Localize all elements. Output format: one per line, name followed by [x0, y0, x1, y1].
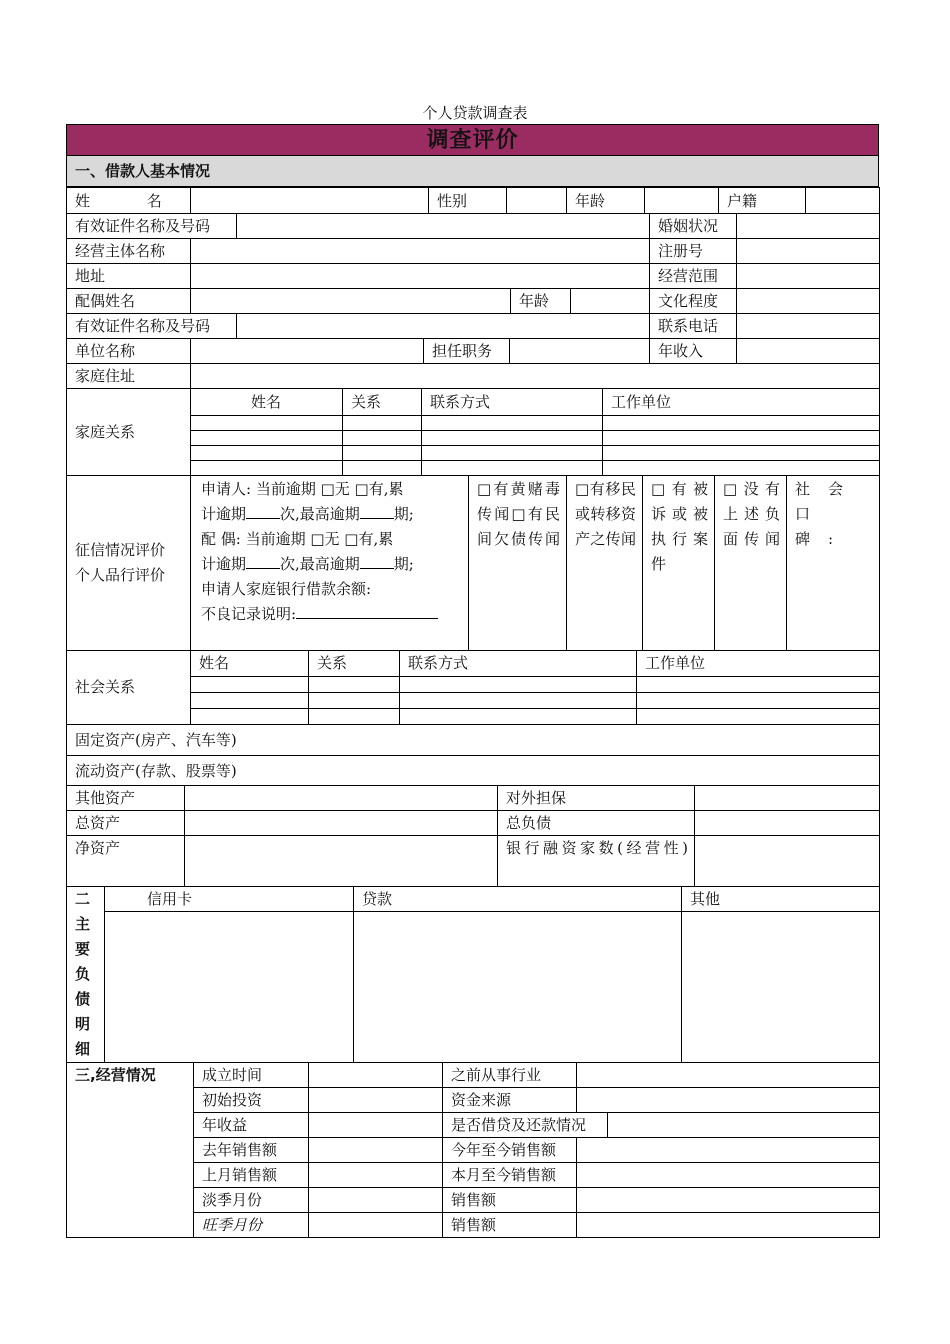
hukou-label: 户籍: [719, 188, 806, 214]
ops-peakseason-sales-label: 销售额: [443, 1213, 577, 1238]
debt-col-creditcard: 信用卡: [105, 887, 354, 912]
social-col-relation: 关系: [309, 651, 400, 677]
table-row[interactable]: [191, 460, 343, 475]
assets-table: [66, 725, 880, 887]
credit-line-2: 计逾期 次,最高逾期 期;: [201, 504, 414, 523]
table-row[interactable]: [191, 415, 343, 430]
rumor-gambling-checkbox[interactable]: □有黄赌毒传闻□有民间欠债传闻: [469, 476, 567, 651]
ops-founded-field[interactable]: [309, 1063, 443, 1088]
debt-col-loan: 贷款: [354, 887, 682, 912]
table-cell[interactable]: [343, 415, 422, 430]
credit-line-1: 申请人: 当前逾期 □无 □有,累: [201, 479, 404, 498]
id2-row: [66, 314, 880, 339]
section3-header: 三,经营情况: [67, 1063, 194, 1238]
table-cell[interactable]: [603, 445, 880, 460]
ops-fund-source-label: 资金来源: [443, 1088, 577, 1113]
id-field[interactable]: [237, 214, 650, 239]
fixed-assets-label: 固定资产(房产、汽车等): [67, 725, 880, 756]
edu-field[interactable]: [737, 289, 880, 314]
table-cell[interactable]: [637, 677, 880, 693]
table-row[interactable]: [191, 430, 343, 445]
operations-table: [66, 1063, 880, 1238]
ops-annual-income-field[interactable]: [309, 1113, 443, 1138]
table-cell[interactable]: [603, 460, 880, 475]
rumor-none-checkbox[interactable]: □没有上述负面传闻: [715, 476, 787, 651]
ops-prev-industry-label: 之前从事行业: [443, 1063, 577, 1088]
ops-prev-industry-field[interactable]: [577, 1063, 880, 1088]
ops-offseason-field[interactable]: [309, 1188, 443, 1213]
bank-count-label: 银行融资家数(经营性): [498, 836, 695, 887]
position-field[interactable]: [510, 339, 650, 364]
table-cell[interactable]: [309, 693, 400, 709]
debt-creditcard-field[interactable]: [105, 912, 354, 1063]
income-field[interactable]: [737, 339, 880, 364]
table-row[interactable]: [191, 445, 343, 460]
table-row[interactable]: [191, 693, 309, 709]
name-label: 姓 名: [67, 188, 191, 214]
guarantee-field[interactable]: [695, 786, 880, 811]
spouse-row: [66, 289, 880, 314]
family-col-name: 姓名: [191, 389, 343, 415]
total-debt-field[interactable]: [695, 811, 880, 836]
net-assets-label: 净资产: [67, 836, 185, 887]
ops-fund-source-field[interactable]: [577, 1088, 880, 1113]
family-col-contact: 联系方式: [422, 389, 603, 415]
info-rows: [66, 214, 880, 239]
ops-lastmonth-sales-label: 上月销售额: [194, 1163, 309, 1188]
position-label: 担任职务: [424, 339, 510, 364]
family-label: 家庭关系: [67, 389, 191, 475]
table-cell[interactable]: [637, 709, 880, 725]
hukou-field[interactable]: [806, 188, 880, 214]
social-col-name: 姓名: [191, 651, 309, 677]
total-assets-label: 总资产: [67, 811, 185, 836]
ops-ytd-sales-label: 今年至今销售额: [443, 1138, 577, 1163]
credit-label-line2: 个人品行评价: [75, 565, 166, 584]
credit-line-6: 不良记录说明:: [201, 602, 468, 627]
phone-label: 联系电话: [650, 314, 737, 339]
social-col-contact: 联系方式: [400, 651, 637, 677]
credit-table: [66, 476, 880, 651]
ops-initial-invest-field[interactable]: [309, 1088, 443, 1113]
document-title: 个人贷款调查表: [422, 104, 528, 122]
table-cell[interactable]: [343, 445, 422, 460]
ops-offseason-sales-label: 销售额: [443, 1188, 577, 1213]
id2-label: 有效证件名称及号码: [67, 314, 237, 339]
reg-field[interactable]: [737, 239, 880, 264]
ops-initial-invest-label: 初始投资: [194, 1088, 309, 1113]
income-label: 年收入: [650, 339, 737, 364]
debt-table: [66, 887, 880, 1063]
spouse-field[interactable]: [191, 289, 511, 314]
credit-details: [191, 476, 469, 651]
ops-mtd-sales-field[interactable]: [577, 1163, 880, 1188]
net-assets-field[interactable]: [185, 836, 498, 887]
debt-other-field[interactable]: [682, 912, 880, 1063]
ops-peakseason-sales-field[interactable]: [577, 1213, 880, 1238]
other-assets-field[interactable]: [185, 786, 498, 811]
phone-field[interactable]: [737, 314, 880, 339]
spouse-label: 配偶姓名: [67, 289, 191, 314]
table-cell[interactable]: [637, 693, 880, 709]
spouse-age-label: 年龄: [511, 289, 571, 314]
other-assets-label: 其他资产: [67, 786, 185, 811]
table-cell[interactable]: [422, 415, 603, 430]
age-label: 年龄: [567, 188, 645, 214]
credit-line-3: 配 偶: 当前逾期 □无 □有,累: [201, 529, 394, 548]
social-col-work: 工作单位: [637, 651, 880, 677]
id2-field[interactable]: [237, 314, 650, 339]
rumor-emigrate-checkbox[interactable]: □有移民或转移资产之传闻: [567, 476, 643, 651]
address-label: 地址: [67, 264, 191, 289]
employer-row: [66, 339, 880, 364]
gender-label: 性别: [429, 188, 507, 214]
employer-label: 单位名称: [67, 339, 191, 364]
home-field[interactable]: [191, 364, 880, 389]
family-table: [66, 389, 880, 476]
info-rows-2: [66, 239, 880, 289]
marital-field[interactable]: [737, 214, 880, 239]
table-cell[interactable]: [422, 460, 603, 475]
spouse-age-field[interactable]: [571, 289, 650, 314]
ops-borrowing-label: 是否借贷及还款情况: [443, 1113, 608, 1138]
section2-header: 二主要负债明细: [67, 887, 105, 1063]
ops-mtd-sales-label: 本月至今销售额: [443, 1163, 577, 1188]
age-field[interactable]: [645, 188, 719, 214]
id-label: 有效证件名称及号码: [67, 214, 237, 239]
gender-field[interactable]: [507, 188, 567, 214]
ops-founded-label: 成立时间: [194, 1063, 309, 1088]
table-cell[interactable]: [603, 415, 880, 430]
ops-lastmonth-sales-field[interactable]: [309, 1163, 443, 1188]
guarantee-label: 对外担保: [498, 786, 695, 811]
table-cell[interactable]: [422, 445, 603, 460]
rumor-lawsuit-checkbox[interactable]: □有被诉或被执行案件: [643, 476, 715, 651]
table-cell[interactable]: [343, 430, 422, 445]
credit-line-4: 计逾期 次,最高逾期 期;: [201, 554, 414, 573]
credit-label-line1: 征信情况评价: [75, 540, 166, 559]
ops-ytd-sales-field[interactable]: [577, 1138, 880, 1163]
family-col-relation: 关系: [343, 389, 422, 415]
loan-survey-form: [66, 124, 879, 1238]
home-label: 家庭住址: [67, 364, 191, 389]
ops-offseason-label: 淡季月份: [194, 1188, 309, 1213]
table-row[interactable]: [191, 677, 309, 693]
entity-label: 经营主体名称: [67, 239, 191, 264]
debt-loan-field[interactable]: [354, 912, 682, 1063]
ops-lastyear-sales-field[interactable]: [309, 1138, 443, 1163]
banner-title: 调查评价: [66, 124, 879, 156]
social-table: [66, 651, 880, 726]
employer-field[interactable]: [191, 339, 424, 364]
scope-field[interactable]: [737, 264, 880, 289]
edu-label: 文化程度: [650, 289, 737, 314]
table-cell[interactable]: [309, 677, 400, 693]
liquid-assets-label: 流动资产(存款、股票等): [67, 756, 880, 786]
credit-line-5: 申请人家庭银行借款余额:: [201, 579, 372, 598]
reg-label: 注册号: [650, 239, 737, 264]
section1-header: 一、借款人基本情况: [66, 156, 879, 187]
home-row: [66, 364, 880, 389]
name-field[interactable]: [191, 188, 429, 214]
ops-peakseason-field[interactable]: [309, 1213, 443, 1238]
table-row[interactable]: [191, 709, 309, 725]
ops-peakseason-label: 旺季月份: [194, 1213, 309, 1238]
ops-borrowing-field[interactable]: [608, 1113, 880, 1138]
table-cell[interactable]: [400, 693, 637, 709]
table-cell[interactable]: [343, 460, 422, 475]
total-assets-field[interactable]: [185, 811, 498, 836]
table-cell[interactable]: [400, 709, 637, 725]
credit-label: [67, 476, 191, 651]
social-label: 社会关系: [67, 651, 191, 725]
bank-count-field[interactable]: [695, 836, 880, 887]
ops-offseason-sales-field[interactable]: [577, 1188, 880, 1213]
entity-field[interactable]: [191, 239, 650, 264]
total-debt-label: 总负债: [498, 811, 695, 836]
address-field[interactable]: [191, 264, 650, 289]
table-cell[interactable]: [400, 677, 637, 693]
marital-label: 婚姻状况: [650, 214, 737, 239]
table-cell[interactable]: [603, 430, 880, 445]
table-cell[interactable]: [309, 709, 400, 725]
debt-col-other: 其他: [682, 887, 880, 912]
ops-annual-income-label: 年收益: [194, 1113, 309, 1138]
table-cell[interactable]: [422, 430, 603, 445]
basic-info-table: [66, 187, 880, 214]
family-col-work: 工作单位: [603, 389, 880, 415]
ops-lastyear-sales-label: 去年销售额: [194, 1138, 309, 1163]
reputation-field[interactable]: 社会口碑:: [787, 476, 880, 651]
scope-label: 经营范围: [650, 264, 737, 289]
